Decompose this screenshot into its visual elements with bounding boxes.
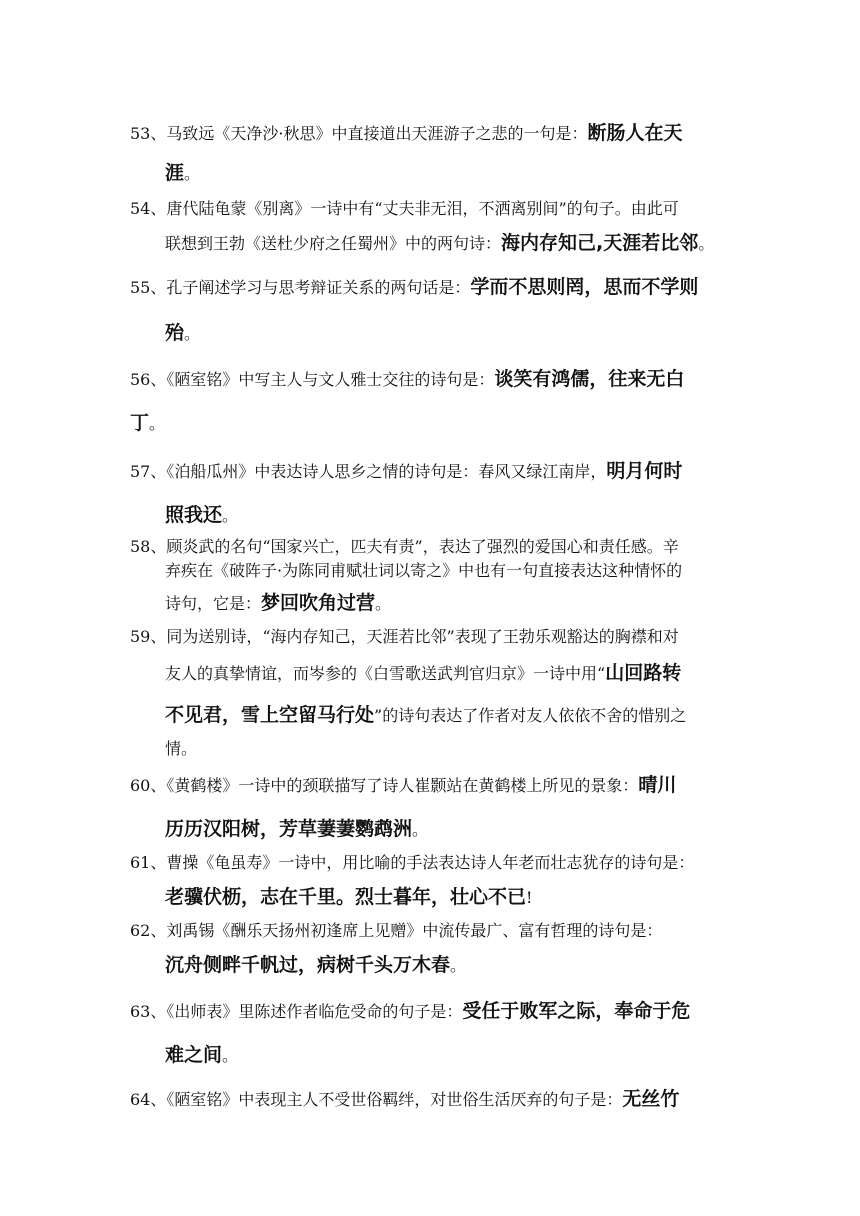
item-56-line-1: 56、《陋室铭》中写主人与文人雅士交往的诗句是：谈笑有鸿儒，往来无白 — [130, 368, 685, 390]
item-number: 56、 — [130, 370, 167, 389]
item-63-line-2: 难之间。 — [165, 1044, 239, 1066]
item-number: 54、 — [130, 199, 167, 218]
item-58-line-1: 58、顾炎武的名句“国家兴亡，匹夫有责”，表达了强烈的爱国心和责任感。辛 — [130, 537, 679, 556]
item-64-line-1: 64、《陋室铭》中表现主人不受世俗羁绊，对世俗生活厌弃的句子是：无丝竹 — [130, 1088, 680, 1110]
item-63-line-1: 63、《出师表》里陈述作者临危受命的句子是：受任于败军之际，奉命于危 — [130, 1000, 691, 1022]
item-number: 63、 — [130, 1002, 167, 1021]
item-56-line-2: 丁。 — [130, 412, 166, 434]
item-number: 60、 — [130, 776, 167, 795]
item-61-line-2: 老骥伏枥，志在千里。烈士暮年，壮心不已! — [165, 886, 533, 908]
item-59-line-3: 不见君，雪上空留马行处”的诗句表达了作者对友人依依不舍的惜别之 — [165, 704, 687, 726]
item-number: 55、 — [130, 278, 167, 297]
item-53-line-1: 53、马致远《天净沙·秋思》中直接道出天涯游子之悲的一句是：断肠人在天 — [130, 122, 683, 144]
item-53-line-2: 涯。 — [165, 162, 201, 184]
item-number: 58、 — [130, 537, 167, 556]
item-number: 57、 — [130, 462, 167, 481]
item-62-line-2: 沉舟侧畔千帆过，病树千头万木春。 — [165, 954, 467, 976]
item-57-line-1: 57、《泊船瓜州》中表达诗人思乡之情的诗句是：春风又绿江南岸，明月何时 — [130, 460, 683, 482]
item-55-line-1: 55、孔子阐述学习与思考辩证关系的两句话是：学而不思则罔，思而不学则 — [130, 276, 699, 298]
item-61-line-1: 61、曹操《龟虽寿》一诗中，用比喻的手法表达诗人年老而壮志犹存的诗句是： — [130, 853, 695, 872]
item-54-line-1: 54、唐代陆龟蒙《别离》一诗中有“丈夫非无泪，不洒离别间”的句子。由此可 — [130, 199, 679, 218]
item-59-line-4: 情。 — [165, 739, 198, 758]
item-60-line-2: 历历汉阳树，芳草萋萋鹦鹉洲。 — [165, 818, 429, 840]
item-number: 62、 — [130, 921, 167, 940]
item-58-line-3: 诗句，它是：梦回吹角过营。 — [165, 592, 392, 614]
item-number: 53、 — [130, 124, 167, 143]
item-55-line-2: 殆。 — [165, 322, 201, 344]
item-number: 64、 — [130, 1090, 167, 1109]
item-59-line-2: 友人的真挚情谊，而岑参的《白雪歌送武判官归京》一诗中用“山回路转 — [165, 662, 682, 684]
item-57-line-2: 照我还。 — [165, 504, 239, 526]
item-58-line-2: 弃疾在《破阵子·为陈同甫赋壮词以寄之》中也有一句直接表达这种情怀的 — [165, 561, 683, 580]
item-60-line-1: 60、《黄鹤楼》一诗中的颈联描写了诗人崔颢站在黄鹤楼上所见的景象：晴川 — [130, 774, 677, 796]
item-54-line-2: 联想到王勃《送杜少府之任蜀州》中的两句诗：海内存知己,天涯若比邻。 — [165, 232, 715, 254]
item-59-line-1: 59、同为送别诗，“海内存知己，天涯若比邻”表现了王勃乐观豁达的胸襟和对 — [130, 627, 679, 646]
item-62-line-1: 62、刘禹锡《酬乐天扬州初逢席上见赠》中流传最广、富有哲理的诗句是： — [130, 921, 663, 940]
item-number: 61、 — [130, 853, 167, 872]
item-number: 59、 — [130, 627, 167, 646]
